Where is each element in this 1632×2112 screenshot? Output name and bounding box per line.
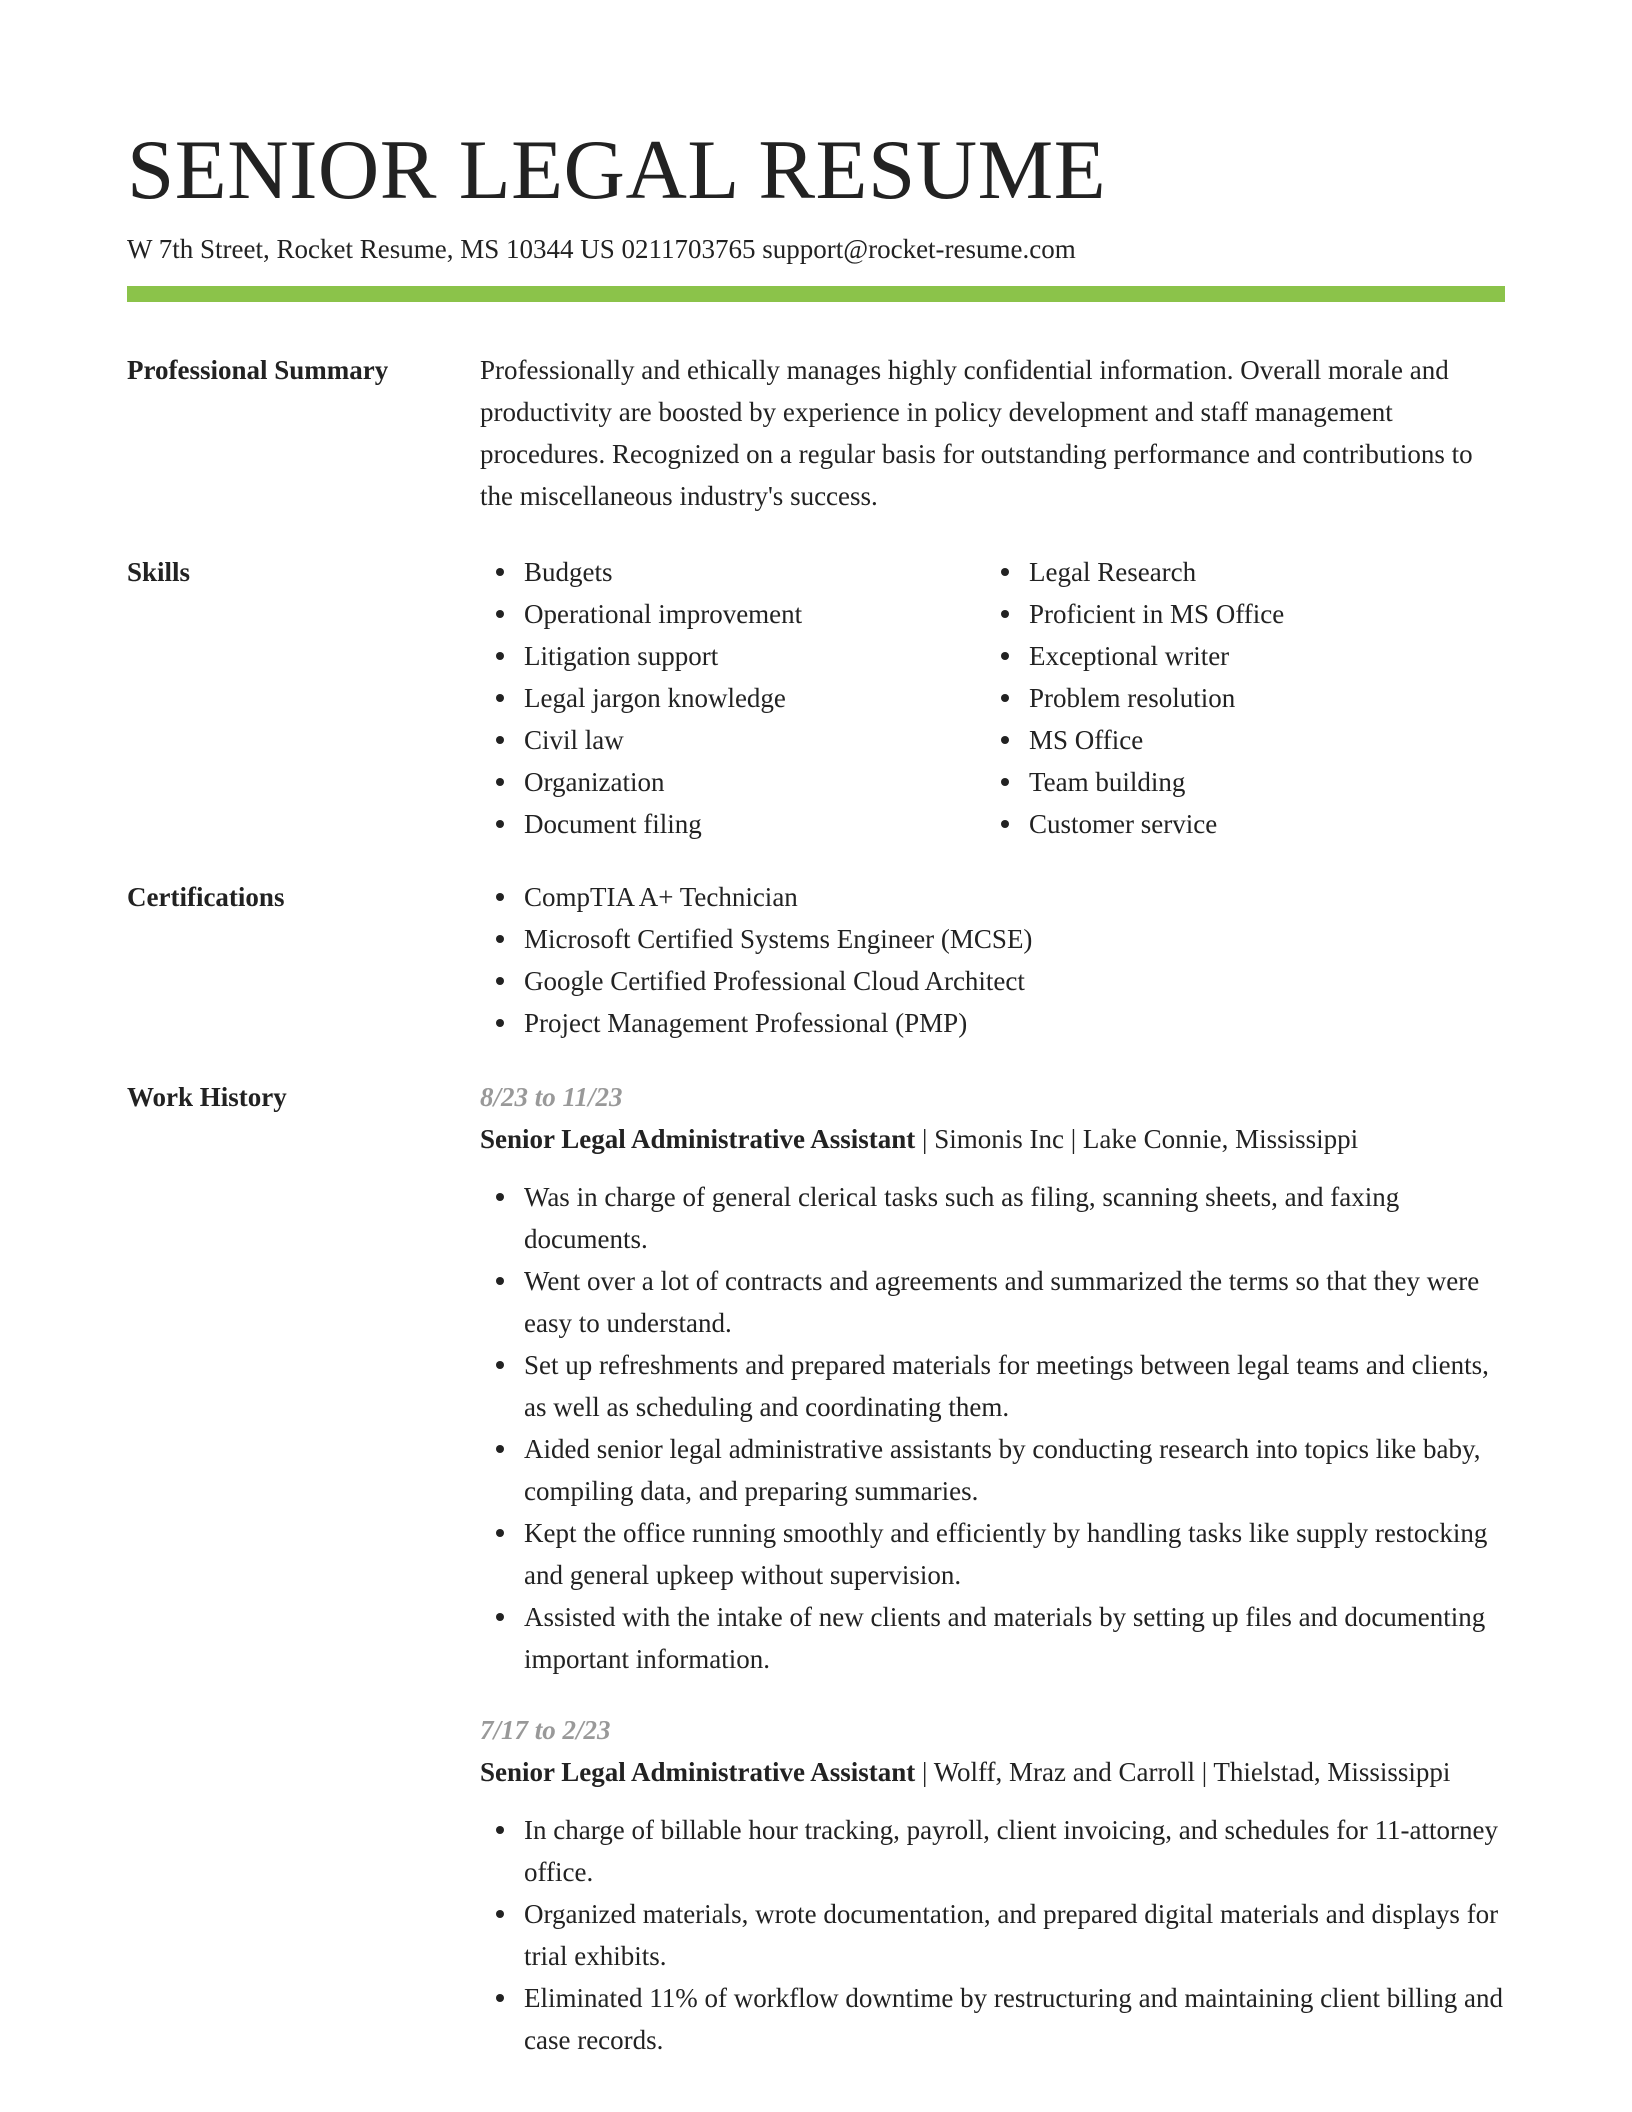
skill-item: Operational improvement <box>524 593 985 635</box>
skill-item: Team building <box>1029 761 1490 803</box>
skill-item: Proficient in MS Office <box>1029 593 1490 635</box>
skills-list-right <box>985 551 1490 845</box>
skill-item: Budgets <box>524 551 985 593</box>
skill-item: Legal Research <box>1029 551 1490 593</box>
skill-item: Civil law <box>524 719 985 761</box>
job-dates: 7/17 to 2/23 <box>480 1715 611 1745</box>
summary-heading: Professional Summary <box>127 355 389 385</box>
skills-body <box>480 551 1505 845</box>
resume-title: SENIOR LEGAL RESUME <box>127 123 1107 217</box>
job-bullet: Set up refreshments and prepared materials for meetings between legal teams and clients, as well as scheduling and coordinating them. <box>524 1344 1505 1428</box>
skill-item: Litigation support <box>524 635 985 677</box>
job-bullet: Was in charge of general clerical tasks such as filing, scanning sheets, and faxing documents. <box>524 1176 1505 1260</box>
certifications-body <box>480 876 1505 1044</box>
skill-item: Customer service <box>1029 803 1490 845</box>
job-details: | Wolff, Mraz and Carroll | Thielstad, Mississippi <box>915 1757 1451 1787</box>
work-history-heading: Work History <box>127 1082 287 1112</box>
work-history-body <box>480 1076 1505 2061</box>
skill-item: Document filing <box>524 803 985 845</box>
job-bullet: Eliminated 11% of workflow downtime by restructuring and maintaining client billing and case records. <box>524 1977 1505 2061</box>
skills-list-left <box>480 551 985 845</box>
skill-item: Exceptional writer <box>1029 635 1490 677</box>
skill-item: Legal jargon knowledge <box>524 677 985 719</box>
job-title: Senior Legal Administrative Assistant <box>480 1124 916 1154</box>
job-details: | Simonis Inc | Lake Connie, Mississippi <box>915 1124 1359 1154</box>
skill-item: Organization <box>524 761 985 803</box>
job-bullet: Organized materials, wrote documentation, and prepared digital materials and displays for trial exhibits. <box>524 1893 1505 1977</box>
job-bullets <box>480 1809 1505 2061</box>
job-dates: 8/23 to 11/23 <box>480 1082 623 1112</box>
job-bullet: Assisted with the intake of new clients and materials by setting up files and documenting important information. <box>524 1596 1505 1680</box>
summary-body <box>480 349 1505 517</box>
job-bullet: Aided senior legal administrative assistants by conducting research into topics like baby, compiling data, and preparing summaries. <box>524 1428 1505 1512</box>
job-bullet: Kept the office running smoothly and efficiently by handling tasks like supply restocking and general upkeep without supervision. <box>524 1512 1505 1596</box>
job-bullet: Went over a lot of contracts and agreements and summarized the terms so that they were easy to understand. <box>524 1260 1505 1344</box>
certification-item: Google Certified Professional Cloud Architect <box>524 960 1505 1002</box>
certification-item: Microsoft Certified Systems Engineer (MCSE) <box>524 918 1505 960</box>
contact-info: W 7th Street, Rocket Resume, MS 10344 US 0211703765 support@rocket-resume.com <box>127 234 1076 264</box>
certifications-heading: Certifications <box>127 882 285 912</box>
skill-item: MS Office <box>1029 719 1490 761</box>
skills-heading: Skills <box>127 557 191 587</box>
summary-text: Professionally and ethically manages highly confidential information. Overall morale and productivity are boosted by experience in policy development and staff management procedures. Recognized on a regular basis for outstanding performance and contributions to the miscellaneous industry's success. <box>480 355 1473 511</box>
job-heading <box>480 1118 1505 1160</box>
job-heading <box>480 1751 1505 1793</box>
certification-item: CompTIA A+ Technician <box>524 876 1505 918</box>
header-accent-bar <box>127 286 1505 302</box>
job-bullet: In charge of billable hour tracking, payroll, client invoicing, and schedules for 11-attorney office. <box>524 1809 1505 1893</box>
skill-item: Problem resolution <box>1029 677 1490 719</box>
certification-item: Project Management Professional (PMP) <box>524 1002 1505 1044</box>
job-entry <box>480 1076 1505 1680</box>
job-title: Senior Legal Administrative Assistant <box>480 1757 916 1787</box>
job-bullets <box>480 1176 1505 1680</box>
certifications-list <box>480 876 1505 1044</box>
job-entry <box>480 1709 1505 2061</box>
